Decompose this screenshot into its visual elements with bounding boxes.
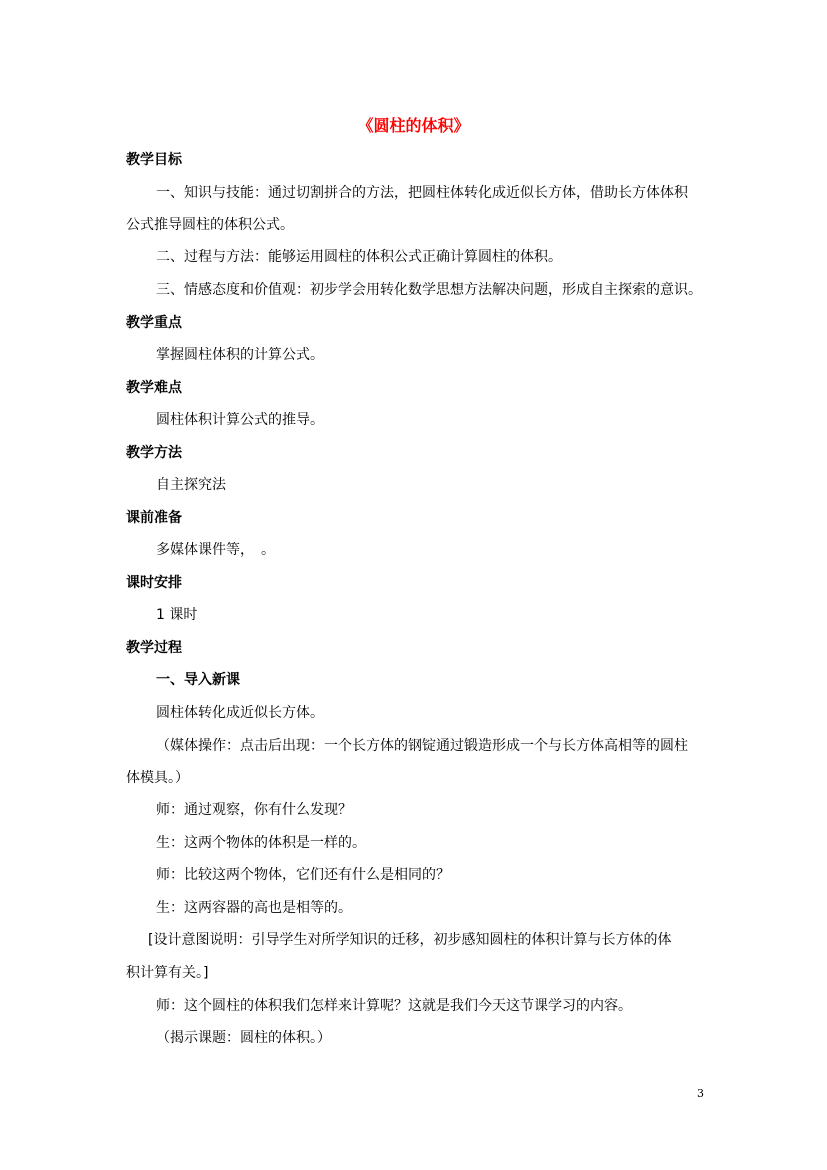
preparation-text: 多媒体课件等， 。: [156, 542, 275, 558]
heading-teaching-goals: 教学目标: [126, 152, 182, 168]
paragraph-1: 圆柱体转化成近似长方体。: [156, 705, 324, 721]
goal-1-line-1: 一、知识与技能：通过切割拼合的方法，把圆柱体转化成近似长方体，借助长方体体积: [156, 185, 688, 201]
paragraph-5: 师：比较这两个物体，它们还有什么是相同的？: [156, 867, 450, 883]
paragraph-2-line-2: 体模具。）: [126, 770, 189, 786]
difficulties-text: 圆柱体积计算公式的推导。: [156, 412, 324, 428]
heading-process: 教学过程: [126, 640, 182, 656]
document-title: 《圆柱的体积》: [357, 116, 470, 135]
page-number: 3: [697, 1087, 704, 1100]
paragraph-8: 师：这个圆柱的体积我们怎样来计算呢？这就是我们今天这节课学习的内容。: [156, 998, 632, 1014]
goal-1-line-2: 公式推导圆柱的体积公式。: [126, 217, 294, 233]
key-points-text: 掌握圆柱体积的计算公式。: [156, 347, 324, 363]
design-note-line-1: [设计意图说明：引导学生对所学知识的迁移，初步感知圆柱的体积计算与长方体的体: [148, 932, 672, 948]
heading-method: 教学方法: [126, 445, 182, 461]
paragraph-6: 生：这两容器的高也是相等的。: [156, 900, 352, 916]
heading-key-points: 教学重点: [126, 315, 182, 331]
goal-2: 二、过程与方法：能够运用圆柱的体积公式正确计算圆柱的体积。: [156, 249, 562, 265]
paragraph-2-line-1: （媒体操作：点击后出现：一个长方体的钢锭通过锻造形成一个与长方体高相等的圆柱: [156, 738, 688, 754]
schedule-text: 1 课时: [156, 607, 198, 623]
paragraph-4: 生：这两个物体的体积是一样的。: [156, 835, 366, 851]
goal-3: 三、情感态度和价值观：初步学会用转化数学思想方法解决问题，形成自主探索的意识。: [156, 282, 702, 298]
heading-preparation: 课前准备: [126, 510, 182, 526]
design-note-line-2: 积计算有关。]: [126, 965, 209, 981]
paragraph-3: 师：通过观察，你有什么发现？: [156, 802, 352, 818]
method-text: 自主探究法: [156, 477, 226, 493]
paragraph-9: （揭示课题：圆柱的体积。）: [156, 1030, 331, 1046]
heading-schedule: 课时安排: [126, 575, 182, 591]
heading-difficulties: 教学难点: [126, 380, 182, 396]
section-intro-heading: 一、导入新课: [156, 672, 240, 688]
